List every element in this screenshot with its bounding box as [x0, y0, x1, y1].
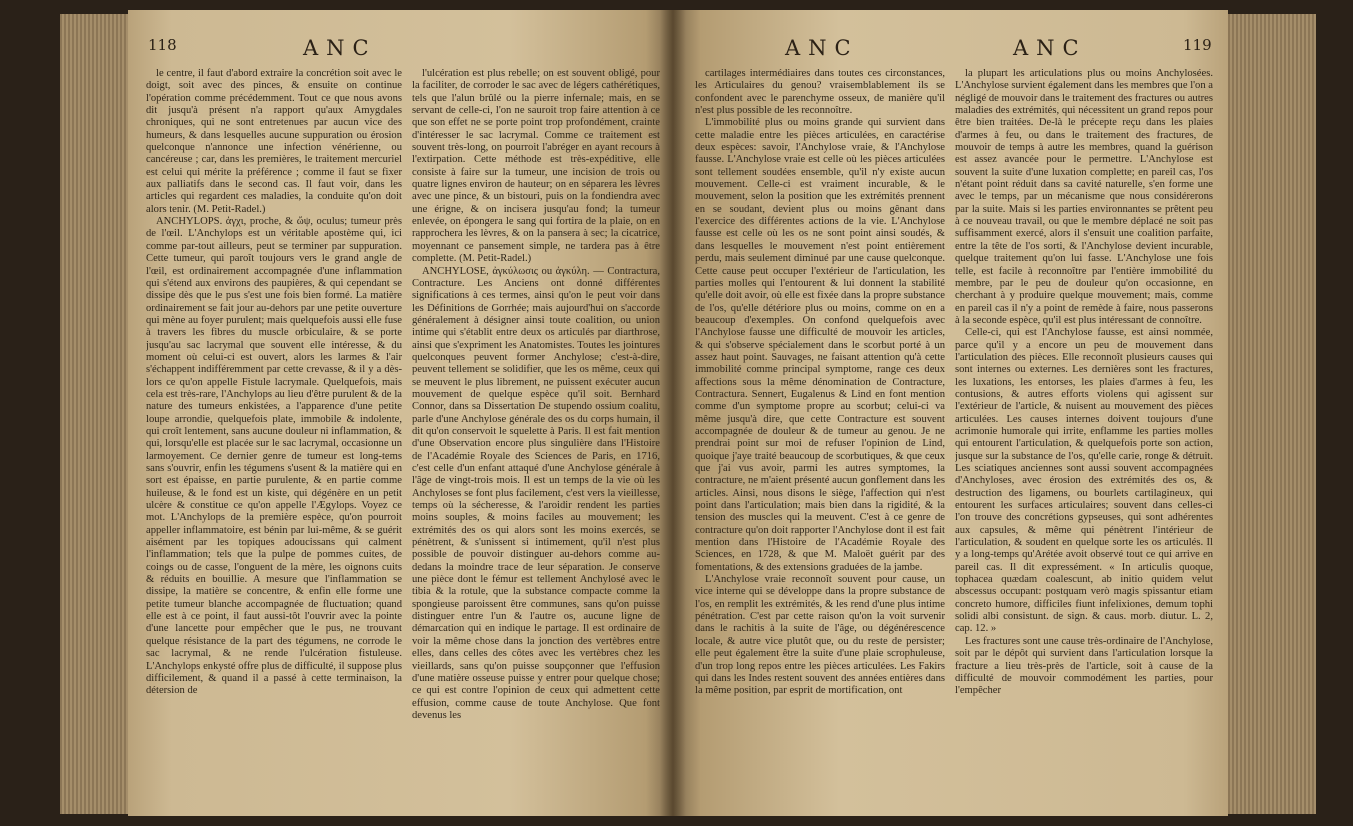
- left-col2-para-2: ANCHYLOSE, ἀγκύλωσις ou ἀγκύλη. — Contractura, Contracture. Les Anciens ont donné différentes significations à ces termes, ainsi qu'on le peut voir dans les Définitions de Gorrhée; mais aujourd'hui on s'accorde généralement à désigner ainsi toute coalition, ou union intime qui s'établit entre deux os articulés par diarthrose, ainsi que s'expriment les Anatomistes. Toutes les jointures quelconques peuvent former Anchylose; c'est-à-dire, peuvent tellement se solidifier, que les os même, ceux qui se meuvent le plus librement, ne puissent exécuter aucun mouvement de quelque espèce qu'il soit. Bernhard Connor, dans sa Dissertation De stupendo ossium coalitu, parle d'une Anchylose générale des os du corps humain, il dit qu'on conservoit le squelette à Paris. Il est fait mention d'une Observation encore plus singulière dans l'Histoire de l'Académie Royale des Sciences de Paris, en 1716, c'est celle d'un enfant attaqué d'une Anchylose générale à l'âge de vingt-trois mois. Il est un temps de la vie où les Anchyloses se font plus facilement, c'est vers la vieillesse, temps où la sécheresse, & l'aroidir rendent les parties moins souples, & moins faciles au mouvement; les extrémités des os qui alors sont les moins exercés, se pénètrent, & s'unissent si intimement, qu'il n'est plus possible de pouvoir distinguer au-dehors comme au-dedans la moindre trace de leur séparation. Je conserve une pièce dont le fémur est tellement Anchylosé avec le tibia & la rotule, que la substance compacte comme la spongieuse paroissent être communes, sans qu'on puisse distinguer entre l'un & l'autre os, aucune ligne de démarcation qui en indique le partage. Il est ordinaire de voir la même chose dans la jonction des vertèbres entre elles, dans celles des côtes avec les vertèbres chez les vieillards, sans qu'on puisse soupçonner que l'effusion d'une matière osseuse puisse y entrer pour quelque chose; ce qui est contre l'opinion de ceux qui admettent cette effusion, comme cause de toute Anchylose. Que font devenus les: [412, 265, 660, 721]
- right-col2-para-2: Celle-ci, qui est l'Anchylose fausse, est ainsi nommée, parce qu'il y a encore un peu de mouvement dans l'articulation des pièces. Elle reconnoît plusieurs causes qui sont internes ou externes. Les dernières sont les fractures, les luxations, les entorses, les plaies d'armes à feu, les contusions, & autres efforts violens qui agissent sur l'extérieur de l'article, & nuisent au mouvement des pièces articulées. Les causes internes doivent toujours d'une acrimonie humorale qui irrite, enflamme les parties molles qui entourent l'articulation, & quelquefois porte son action, jusque sur la substance de l'os, qu'elle carie, ronge & détruit. Les sciatiques anciennes sont aussi souvent accompagnées d'Anchyloses, avec érosion des extrémités des os, & destruction des ligamens, ou bourlets cartilagineux, qui entourent les surfaces articulaires; souvent dans celles-ci l'on trouve des concrétions gypseuses, qui sont adhérentes aux capsules, & même qui pénètrent l'intérieur de l'articulation, & soudent en quelque sorte les os articulés. Il y a long-temps qu'Arétée avoit observé tout ce qui arrive en pareil cas. Il dit expressément. « In articulis quoque, tophacea quædam coalescunt, ab initio quidem velut abscessus occupant: postquam verò magis spissantur etiam concreto humore, difficiles fiunt infelixiones, demum tophi solidi albi consistunt. de sign. & caus. morb. diutur. L. 2, cap. 12. »: [955, 327, 1213, 635]
- right-page-edges: [1226, 14, 1316, 814]
- left-page-number: 118: [148, 36, 177, 54]
- right-page: [673, 10, 1228, 816]
- right-col1-para-2: L'immobilité plus ou moins grande qui survient dans cette maladie entre les pièces articulées, en caractérise deux espèces: savoir, l'Anchylose vraie, & l'Anchylose fausse. L'Anchylose vraie est celle où les pièces articulées sont tellement soudées ensemble, qu'il n'y existe aucun mouvement. Celle-ci est vraiment incurable, & le mouvement, selon la position que les extrémités prennent en se soudant, devient plus ou moins gênant dans l'exercice des différentes actions de la vie. L'Anchylose fausse est celle où les os ne sont point ainsi soudés, & dans lesquelles le mouvement n'est point entièrement perdu, mais seulement diminué par une cause quelconque. Cette cause peut occuper l'extérieur de l'articulation, les parties molles qui l'entourent & lui donnent la stabilité qu'elle doit avoir, où elle est fixée dans la propre substance de l'os, qu'elle détériore plus ou moins, comme on en a beaucoup d'exemples. On confond quelquefois avec l'Anchylose fausse une difficulté de mouvoir les articles, & qui s'observe spécialement dans le scorbut porté à un assez haut point. Sauvages, ne faisant attention qu'à cette immobilité comme principal symptome, range ces deux affections sous la même dénomination de Contracture, Contractura. Sennert, Eugalenus & Lind en font mention comme d'un symptome propre au scorbut; celui-ci va même jusqu'à dire, que cette Contracture est souvent accompagnée de douleur & de tumeur au genou. Je ne prendrai point sur moi de refuser l'opinion de Lind, quoique j'aye traité beaucoup de scorbutiques, & que ceux que j'ai vus avoir, parmi les autres symptomes, la contracture, ne m'aient présenté aucun gonflement dans les articles. Ainsi, nous disons le siège, l'affection qui n'est point dans l'articulation; mais bien dans la rigidité, & la tension des muscles qui la meuvent. C'est à ce genre de contracture qu'on doit rapporter l'Anchylose dont il est fait mention dans l'Histoire de l'Académie Royale des Sciences, en 1728, & que M. Maloët guérit par des fomentations, & des extensions graduées de la jambe.: [695, 117, 945, 573]
- left-running-head: ANC: [303, 36, 377, 60]
- book-gutter: [660, 10, 686, 816]
- right-running-head-left: ANC: [785, 36, 859, 60]
- right-col1-para-1: cartilages intermédiaires dans toutes ces circonstances, les Articulaires du genou? vraisemblablement ils se confondent avec le parenchyme osseux, de manière qu'il n'est plus possible de les reconnoître.: [695, 68, 945, 117]
- right-column-2: [955, 68, 1213, 808]
- left-col2-para-1: l'ulcération est plus rebelle; on est souvent obligé, pour la faciliter, de corroder le sac avec de légers cathérétiques, tels que l'alun brûlé ou la pierre infernale; mais, en se servant de celle-ci, l'on ne sauroit trop faire attention à ce que son effet ne se porte point trop profondément, crainte d'intéresser le sac lacrymal. Comme ce traitement est souvent très-long, on pourroit l'abréger en ayant recours à l'extirpation. Cette méthode est très-expéditive, elle consiste à faire sur la tumeur, une incision de trois ou quatre lignes environ de hauteur; on en séparera les lèvres avec une pince, & un bistouri, puis on la fondiendra avec une érigne, & on incisera jusqu'au fond; la tumeur enlevée, on épongera le sang qui fortira de la plaie, on en rapprochera les lèvres, & on la pansera à sec; la cicatrice, moyennant ce pansement simple, ne tardera pas à être complette. (M. Petit-Radel.): [412, 68, 660, 265]
- left-page: [128, 10, 673, 816]
- right-col2-para-3: Les fractures sont une cause très-ordinaire de l'Anchylose, soit par le dépôt qui survient dans l'articulation lorsque la fracture a lieu très-près de l'article, soit à cause de la difficulté de mouvoir commodément les parties, pour l'empêcher: [955, 635, 1213, 697]
- right-page-number: 119: [1183, 36, 1212, 54]
- right-col1-para-3: L'Anchylose vraie reconnoît souvent pour cause, un vice interne qui se développe dans la propre substance de l'os, en remplit les extrémités, & les rend d'une plus intime pénétration. C'est par cette raison qu'on la voit survenir dans le rachitis à la suite de l'âge, ou dégénérescence locale, & autre vice plutôt que, ou du reste de persister; elle peut également être la suite d'une plaie scrophuleuse, d'un trop long repos entre les pièces articulées. Les Fakirs qui dans les Indes restent souvent des années entières dans la même position, par esprit de mortification, ont: [695, 574, 945, 697]
- left-col1-para-1: le centre, il faut d'abord extraire la concrétion soit avec le doigt, soit avec des pinces, & ensuite on continue l'opération comme précédemment. Tout ce que nous avons dit jusqu'à présent n'a rapport qu'aux Amygdales chroniques, qui ne sont entretenues par aucun vice des humeurs, & dans lesquelles aucune suppuration ou érosion quelconque n'annonce une infection vénérienne, ou cancéreuse ; car, dans les premières, le traitement mercuriel est celui qui mérite la préférence ; comme il faut se fixer aux palliatifs dans le second cas. Il faut voir, dans les articles qui regardent ces maladies, la conduite qu'on doit alors tenir. (M. Petit-Radel.): [146, 68, 402, 215]
- right-column-1: [695, 68, 945, 808]
- left-column-2: [412, 68, 660, 808]
- left-col1-para-2: ANCHYLOPS. ἀγχι, proche, & ὤψ, oculus; tumeur près de l'œil. L'Anchylops est un véritable apostème qui, ici comme par-tout ailleurs, peut se terminer par suppuration. Cette tumeur, qui paroît toujours vers le grand angle de l'œil, est ordinairement accompagnée d'une inflammation qui s'étend aux environs des paupières, & qui cependant se dissipe dès que le pus s'est une fois bien formé. La matière ordinairement se fait jour au-dehors par une petite ouverture qui mène au foyer purulent; mais quelquefois aussi elle fuse à travers les fibres du muscle orbiculaire, & se porte jusqu'au sac lacrymal que souvent elle intéresse, & du moment où celui-ci est ouvert, alors les larmes & l'air s'échappent indifféremment par cette crevasse, & il y a dès-lors ce qu'on appelle Fistule lacrymale. Quelquefois, mais cela est très-rare, l'Anchylops au lieu d'être purulent & de la nature des tumeurs enkistées, a l'apparence d'une petite loupe arrondie, quelquefois plate, immobile & indolente, qui croît lentement, sans aucune douleur ni inflammation, & qui, lorsqu'elle est placée sur le sac lacrymal, occasionne un larmoyement. Ce dernier genre de tumeur est long-tems sans s'ouvrir, enfin les tégumens s'usent & la matière qui en sort est épaisse, en partie purulente, & en partie comme huileuse, & le fond est un kiste, qui dégénère en un petit ulcère & constitue ce qu'on appelle l'Ægylops. Voyez ce mot. L'Anchylops de la première espèce, qu'on pourroit appeller inflammatoire, est bénin par lui-même, & se guérit aisément par les topiques adoucissans qui calment l'inflammation; tels que la pulpe de pommes cuites, de coings ou de casse, l'onguent de la mère, les oignons cuits & réduits en bouillie. A mesure que l'inflammation se dissipe, la matière se concentre, & enfin elle forme une petite tumeur blanche accompagnée de fluctuation; quand elle est à ce point, il faut aussi-tôt l'ouvrir avec la pointe d'une lancette pour empêcher que le pus, ne trouvant quelque résistance de la part des tégumens, ne corrode le sac lacrymal, & ne rende l'ulcération fistuleuse. L'Anchylops enkysté offre plus de difficulté, il suppose plus difficilement, & quand il a passé à cette terminaison, la détersion de: [146, 216, 402, 697]
- right-col2-para-1: la plupart les articulations plus ou moins Anchylosées. L'Anchylose survient également dans les membres que l'on a négligé de mouvoir dans le traitement des fractures ou autres maladies des extrémités, qui nécessitent un grand repos pour être bien traitées. De-là le précepte reçu dans les plaies d'armes à feu, ou dans le traitement des fractures, de mouvoir de temps à autre les membres, quand la guérison est assez avancée pour le permettre. L'Anchylose est souvent la suite d'une luxation complette; en pareil cas, l'os n'étant point réduit dans sa cavité naturelle, s'en forme une avec le temps, par un mécanisme que nous considérerons par la suite. Mais si les parties environnantes se prêtent peu à ce nouveau travail, ou que le membre déplacé ne soit pas suffisamment exercé, alors il s'ensuit une coalition parfaite, entre la tête de l'os sorti, & l'Anchylose devient incurable, quelque traitement qu'on lui fasse. L'Anchylose une fois telle, est facile à reconnoître par l'entière immobilité du membre, par le peu de douleur qu'on occasionne, en cherchant à y produire quelque mouvement; mais, comme en pareil cas il n'y a point de remède à faire, nous passerons à la seconde espèce, qu'il est plus intéressant de connoître.: [955, 68, 1213, 326]
- left-page-edges: [60, 14, 130, 814]
- left-column-1: [146, 68, 402, 808]
- right-running-head-right: ANC: [1013, 36, 1087, 60]
